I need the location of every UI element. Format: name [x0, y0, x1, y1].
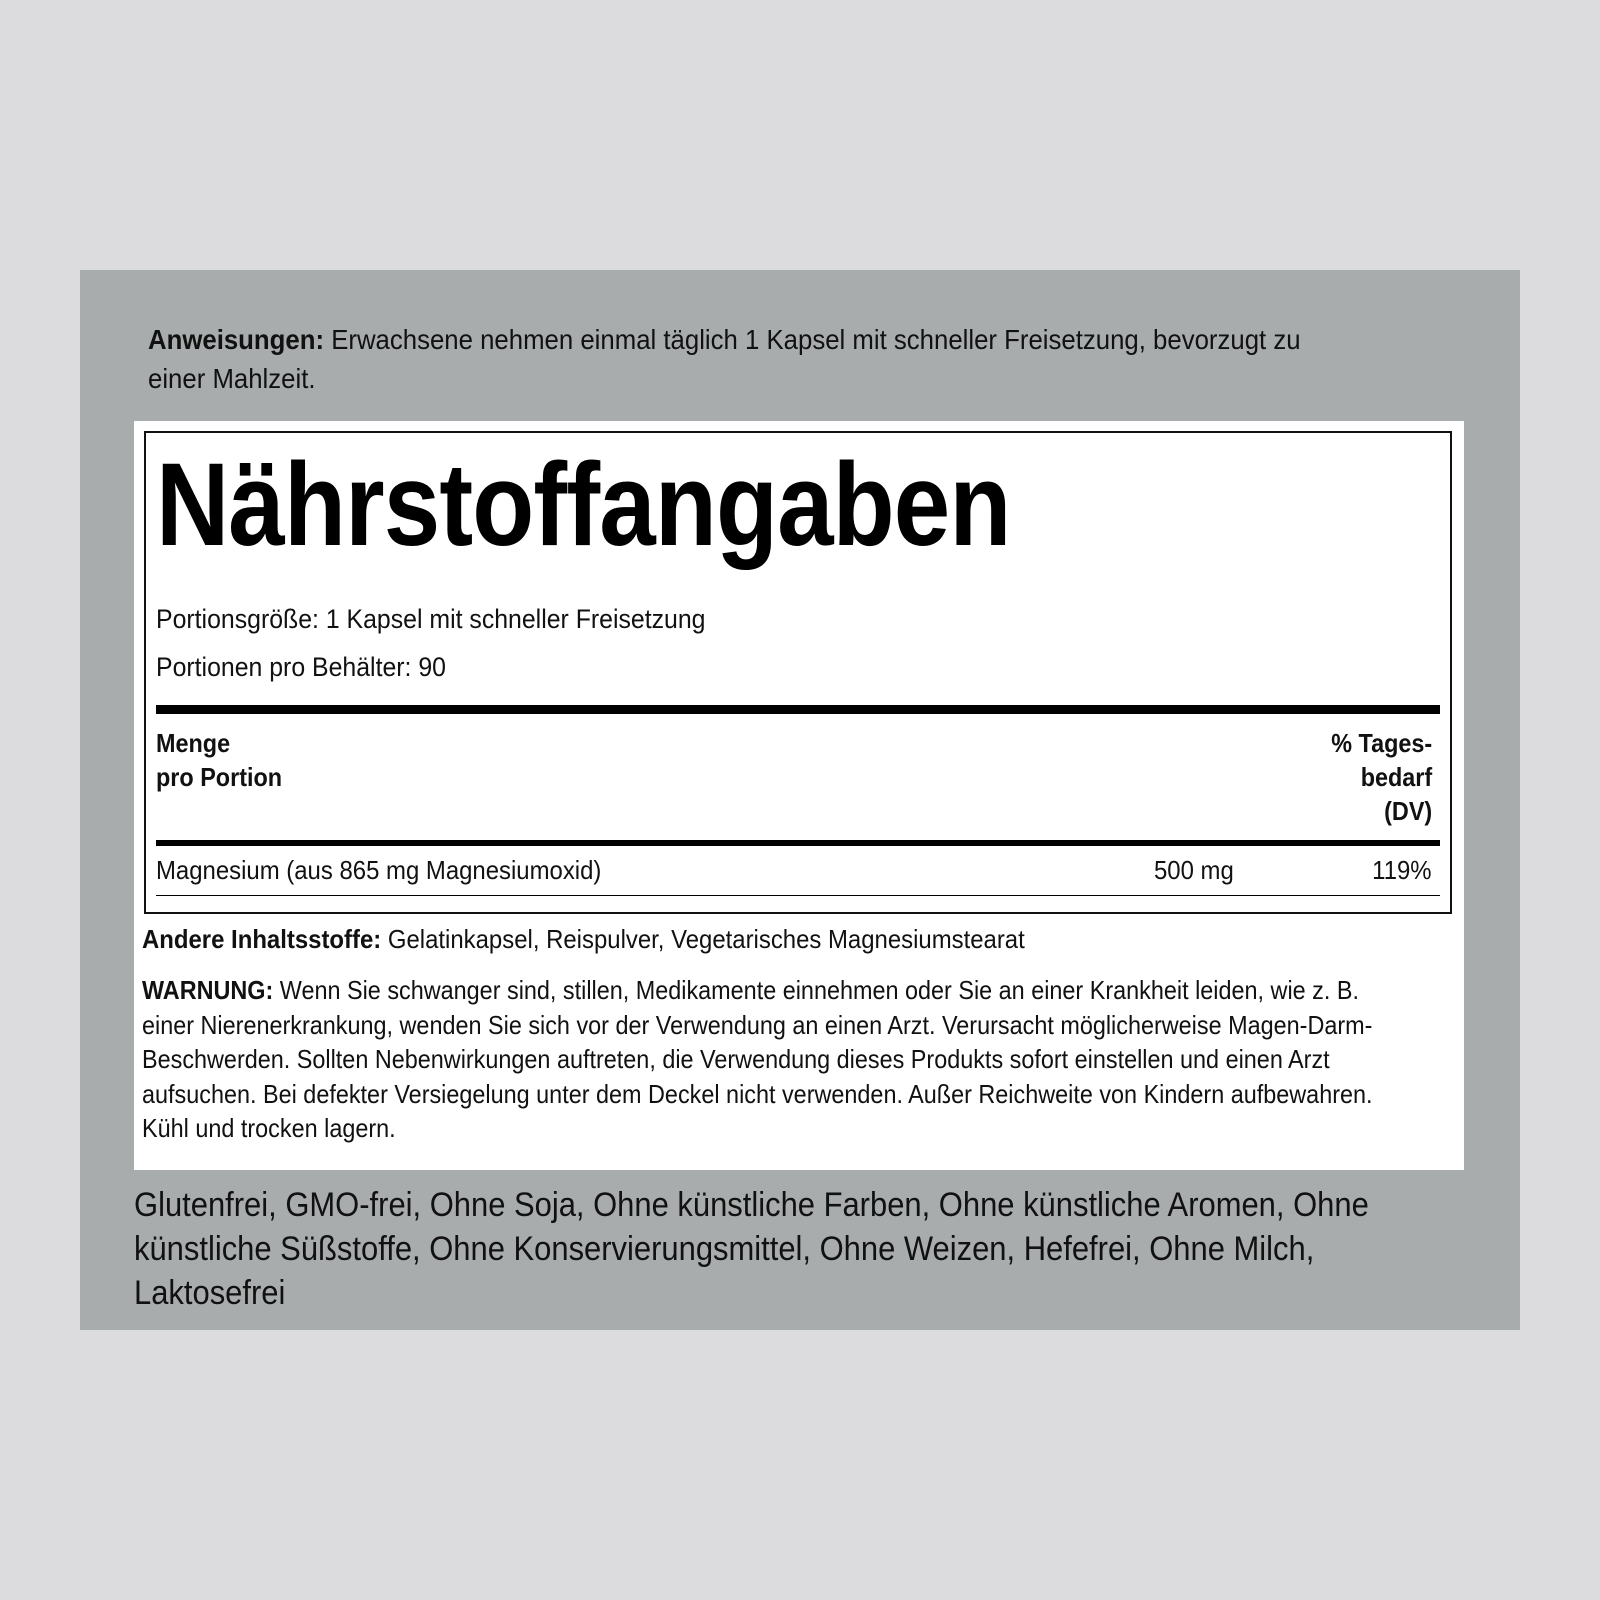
warning-text: Wenn Sie schwanger sind, stillen, Medikamente einnehmen oder Sie an einer Krankheit leiden, wie z. B. einer Nierenerkrankung, wenden Sie sich vor der Verwendung an einen Arzt. Verursacht möglicherweise Magen-Darm-Beschwerden. Sollten Nebenwirkungen auftreten, die Verwendung dieses Produkts sofort einstellen und einen Arzt aufsuchen. Bei defekter Versiegelung unter dem Deckel nicht verwenden. Außer Reichweite von Kindern aufbewahren. Kühl und trocken lagern. — [142, 975, 1373, 1143]
header-amount-line: pro Portion — [156, 762, 283, 792]
supplement-label — [134, 421, 1464, 1170]
header-dv-line: % Tages- — [1331, 728, 1432, 758]
nutrition-facts-box — [144, 431, 1452, 914]
other-ingredients-label: Andere Inhaltsstoffe: — [142, 924, 382, 954]
nutrient-row — [156, 850, 1440, 890]
medium-divider — [156, 840, 1440, 846]
header-daily-value — [1331, 726, 1432, 828]
other-ingredients — [142, 921, 1338, 957]
nutrient-amount: 500 mg — [1154, 855, 1234, 885]
nutrient-name: Magnesium (aus 865 mg Magnesiumoxid) — [156, 855, 602, 885]
thin-divider — [156, 895, 1440, 896]
servings-per-container: Portionen pro Behälter: 90 — [156, 652, 447, 682]
thick-divider — [156, 705, 1440, 714]
other-ingredients-text: Gelatinkapsel, Reispulver, Vegetarisches Magnesiumstearat — [387, 924, 1025, 954]
free-from-claims: Glutenfrei, GMO-frei, Ohne Soja, Ohne künstliche Farben, Ohne künstliche Aromen, Ohne künstliche Süßstoffe, Ohne Konservierungsmittel, Ohne Weizen, Hefefrei, Ohne Milch, Laktosefrei — [134, 1186, 1369, 1312]
warning — [142, 973, 1402, 1146]
facts-title: Nährstoffangaben — [156, 439, 1011, 571]
directions-text: Erwachsene nehmen einmal täglich 1 Kapsel mit schneller Freisetzung, bevorzugt zu einer Mahlzeit. — [148, 324, 1301, 394]
header-dv-line: (DV) — [1383, 796, 1432, 826]
header-amount-line: Menge — [156, 728, 231, 758]
warning-label: WARNUNG: — [142, 975, 274, 1005]
header-amount-per-serving — [156, 726, 282, 794]
directions — [148, 320, 1344, 398]
directions-label: Anweisungen: — [148, 324, 325, 355]
label-panel — [80, 270, 1520, 1330]
header-dv-line: bedarf — [1360, 762, 1432, 792]
serving-size: Portionsgröße: 1 Kapsel mit schneller Freisetzung — [156, 604, 706, 634]
nutrient-dv: 119% — [1372, 855, 1432, 885]
